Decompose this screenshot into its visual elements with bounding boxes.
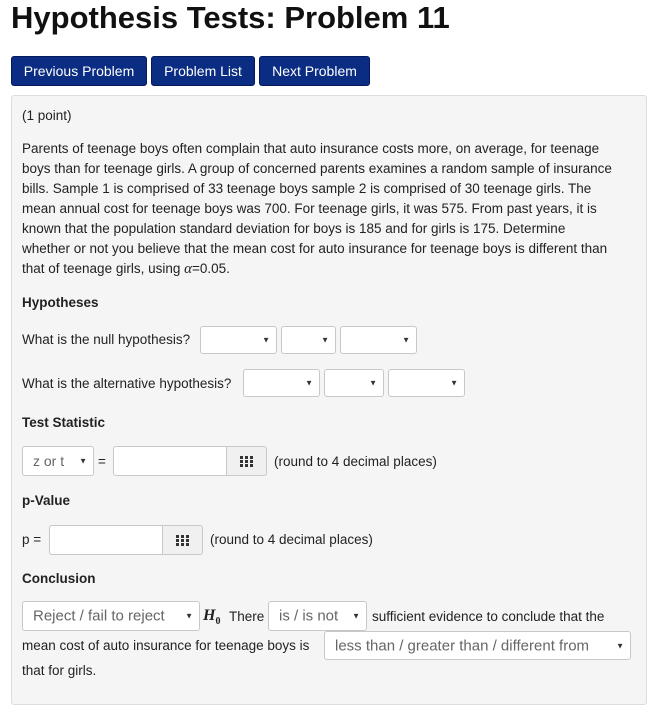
- p-label: p =: [22, 532, 42, 547]
- null-hypothesis-label: What is the null hypothesis?: [22, 332, 191, 347]
- statement-line: known that the population standard deviation for boys is 185 and for girls is 175. Determine: [22, 221, 566, 236]
- test-statistic-keypad-button[interactable]: [227, 446, 267, 476]
- p-value-heading: p-Value: [22, 493, 71, 508]
- statement-line: whether or not you believe that the mean cost for auto insurance for teenage boys is different than: [22, 241, 608, 256]
- alternative-hypothesis-label: What is the alternative hypothesis?: [22, 376, 232, 391]
- conclusion-line2-prefix: mean cost of auto insurance for teenage boys is: [22, 638, 310, 653]
- alpha-value: =0.05.: [191, 261, 230, 276]
- alt-parameter-select[interactable]: [243, 369, 320, 397]
- statement-line: Parents of teenage boys often complain that auto insurance costs more, on average, for teenage: [22, 141, 600, 156]
- problem-list-button[interactable]: Problem List: [151, 56, 255, 86]
- statement-line: boys than for teenage girls. A group of concerned parents examines a random sample of insurance: [22, 161, 612, 176]
- comparison-select[interactable]: [324, 631, 631, 660]
- null-value-select[interactable]: [340, 326, 417, 354]
- chevron-down-icon: ▼: [262, 335, 270, 345]
- h0-letter: H: [203, 607, 216, 624]
- chevron-down-icon: ▼: [402, 335, 410, 345]
- chevron-down-icon: ▼: [450, 378, 458, 388]
- conclusion-heading: Conclusion: [22, 571, 96, 586]
- p-value-input[interactable]: [49, 525, 163, 555]
- equals-sign: =: [98, 454, 106, 469]
- hypotheses-heading: Hypotheses: [22, 295, 99, 310]
- z-or-t-select[interactable]: [22, 446, 94, 476]
- there-text: There: [229, 609, 265, 624]
- is-is-not-value: is / is not: [279, 607, 339, 625]
- reject-decision-value: Reject / fail to reject: [33, 607, 165, 625]
- last-line-prefix: that of teenage girls, using: [22, 261, 185, 276]
- p-value-keypad-button[interactable]: [163, 525, 203, 555]
- null-operator-select[interactable]: [281, 326, 336, 354]
- statement-line: mean annual cost for teenage boys was 700. For teenage girls, it was 575. From past years, it is: [22, 201, 597, 216]
- h0-symbol: [203, 608, 220, 630]
- test-statistic-heading: Test Statistic: [22, 415, 106, 430]
- is-is-not-select[interactable]: [268, 601, 367, 631]
- alpha-symbol: α: [184, 261, 192, 277]
- statement-line: bills. Sample 1 is comprised of 33 teenage boys sample 2 is comprised of 30 teenage girls. The: [22, 181, 592, 196]
- alt-value-select[interactable]: [388, 369, 465, 397]
- test-statistic-input[interactable]: [113, 446, 227, 476]
- problem-statement: [22, 139, 636, 279]
- conclusion-line3: that for girls.: [22, 663, 97, 678]
- comparison-value: less than / greater than / different from: [335, 637, 590, 654]
- null-parameter-select[interactable]: [200, 326, 277, 354]
- keypad-icon: [176, 535, 189, 546]
- problem-panel: [11, 95, 647, 705]
- statement-last-line: [22, 261, 230, 276]
- chevron-down-icon: ▼: [369, 378, 377, 388]
- p-value-round-note: (round to 4 decimal places): [210, 532, 373, 547]
- keypad-icon: [240, 456, 253, 467]
- points-label: (1 point): [22, 108, 72, 123]
- chevron-down-icon: ▼: [305, 378, 313, 388]
- reject-decision-select[interactable]: [22, 601, 200, 631]
- chevron-down-icon: ▼: [321, 335, 329, 345]
- test-statistic-round-note: (round to 4 decimal places): [274, 454, 437, 469]
- h0-subscript: 0: [215, 616, 221, 628]
- chevron-down-icon: ▼: [352, 611, 360, 621]
- alt-operator-select[interactable]: [324, 369, 384, 397]
- page-title: Hypothesis Tests: Problem 11: [11, 0, 450, 35]
- conclusion-line1-tail: sufficient evidence to conclude that the: [372, 609, 605, 624]
- chevron-down-icon: ▼: [185, 611, 193, 621]
- chevron-down-icon: ▼: [79, 456, 87, 466]
- previous-problem-button[interactable]: Previous Problem: [11, 56, 147, 86]
- chevron-down-icon: ▼: [616, 641, 624, 650]
- z-or-t-value: z or t: [33, 453, 65, 469]
- next-problem-button[interactable]: Next Problem: [259, 56, 370, 86]
